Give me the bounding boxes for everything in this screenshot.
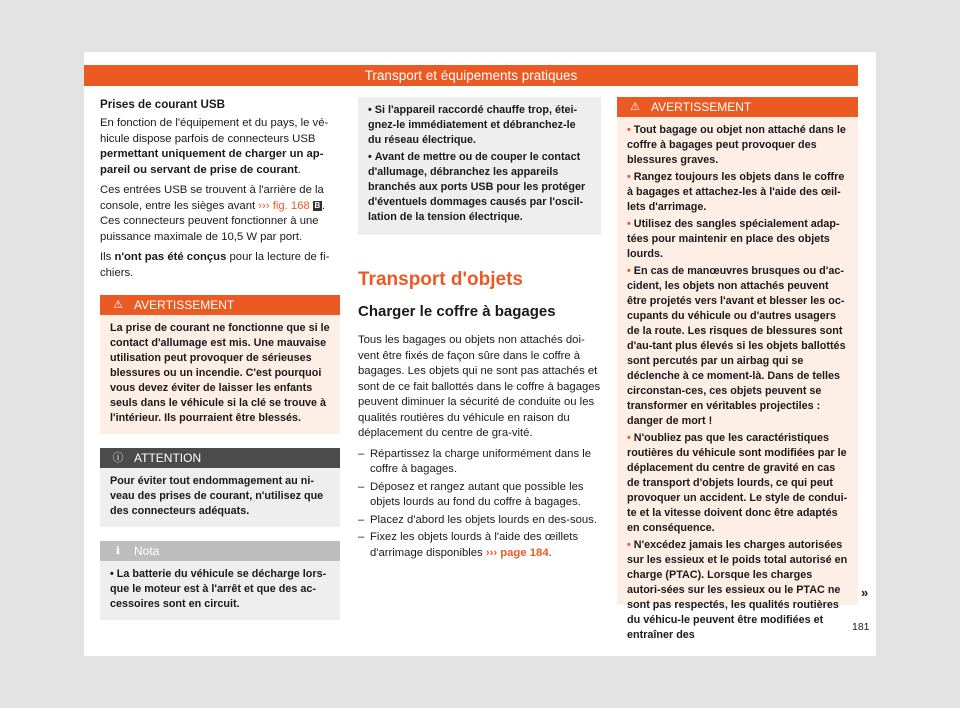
section-subhead: Prises de courant USB — [100, 98, 225, 111]
attention-text: Pour éviter tout endommagement au ni-veau des prises de courant, n'utilisez que des connecteurs adéquats. — [110, 475, 324, 517]
bullet-icon: • — [627, 218, 631, 230]
paragraph-usb-location: Ces entrées USB se trouvent à l'arrière de la console, entre les sièges avant ››› fig. 168 B . Ces connecteurs peuvent fonctionner à une puissance maximale de 10,5 W par port. — [100, 184, 326, 243]
list-item: – Placez d'abord les objets lourds en des-sous. — [358, 513, 597, 526]
bullet-icon: • — [627, 265, 631, 277]
warning-text: La prise de courant ne fonctionne que si le contact d'allumage est mis. Une mauvaise utilisation peut provoquer de sérieuses blessures ou un incendie. C'est pourquoi vous devez éviter de laisser les enfants seuls dans le véhicule si la clé se trouve à l'intérieur. Ils pourraient être blessés. — [110, 322, 330, 424]
list-item: – Fixez les objets lourds à l'aide des œillets d'arrimage disponibles ››› page 184. — [358, 531, 579, 559]
attention-circle-icon: ⓘ — [112, 452, 124, 464]
list-item: • Tout bagage ou objet non attaché dans le coffre à bagages peut provoquer des blessures graves. — [627, 124, 846, 166]
list-item: • Utilisez des sangles spécialement adap-tées pour maintenir en place des objets lourds. — [627, 218, 840, 260]
bullet-icon: • — [627, 171, 631, 183]
warning-triangle-icon: ⚠ — [113, 299, 123, 311]
page-link[interactable]: ››› page 184 — [485, 546, 549, 559]
warning-continuation-box — [358, 97, 601, 235]
paragraph-usb-files: Ils n'ont pas été conçus pour la lecture de fi-chiers. — [100, 251, 330, 279]
list-item: • En cas de manœuvres brusques ou d'ac-cident, les objets non attachés peuvent être projetés vers l'avant et blesser les oc-cupants du véhicule ou d'autres usagers de la route. Les risques de blessures sont d'au-tant plus élevés si les objets ballottés sont percutés par un airbag qui se déclenche à ce moment-là. Dans de telles circonstan-ces, ces objets peuvent se transformer en véritables projectiles : danger de mort ! — [627, 265, 846, 427]
column-2 — [358, 97, 601, 561]
column-1 — [100, 97, 340, 620]
nota-box — [100, 541, 340, 620]
nota-header: ℹ Nota — [100, 541, 340, 561]
bullet-icon: • — [627, 432, 631, 444]
paragraph-usb-intro: En fonction de l'équipement et du pays, le vé-hicule dispose parfois de connecteurs USB permettant uniquement de charger un ap-pareil ou servant de prise de courant. — [100, 117, 329, 176]
bullet-icon: • — [368, 151, 372, 163]
paragraph-intro: Tous les bagages ou objets non attachés doi-vent être fixés de façon sûre dans le coffre à bagages. Les objets qui ne sont pas attachés et sont de ce fait ballottés dans le coffre à bagages peuvent diminuer la sécurité de conduite ou les qualités routières du véhicule en raison du déplacement du centre de gra-vité. — [358, 334, 601, 439]
list-item: • Rangez toujours les objets dans le coffre à bagages et attachez-les à l'aide des œil-lets d'arrimage. — [627, 171, 845, 213]
section-heading: Transport d'objets — [358, 269, 523, 290]
list-item: – Déposez et rangez autant que possible les objets lourds au fond du coffre à bagages. — [358, 480, 584, 508]
list-item: • Si l'appareil raccordé chauffe trop, étei-gnez-le immédiatement et débranchez-le du réseau électrique. — [368, 104, 578, 146]
figure-arrow: ››› — [258, 199, 270, 212]
warning-header: ⚠ AVERTISSEMENT — [100, 295, 340, 315]
chapter-header: Transport et équipements pratiques — [84, 65, 858, 86]
section-subheading: Charger le coffre à bagages — [358, 303, 556, 320]
page-number: 181 — [852, 621, 870, 633]
nota-text: • La batterie du véhicule se décharge lors-que le moteur est à l'arrêt et que des ac-cessoires sont en circuit. — [110, 568, 327, 610]
list-item: • N'oubliez pas que les caractéristiques routières du véhicule sont modifiées par le déplacement du centre de gravité en cas de transport d'objets lourds, ce qui peut provoquer un accident. Le style de condui-te et la vitesse doivent donc être adaptés en conséquence. — [627, 432, 848, 534]
warning-list — [617, 117, 858, 653]
list-item: – Répartissez la charge uniformément dans le coffre à bagages. — [358, 447, 592, 475]
bullet-icon: • — [368, 104, 372, 116]
column-3 — [617, 97, 858, 641]
figure-link[interactable]: fig. 168 — [269, 199, 313, 212]
bullet-icon: • — [110, 568, 114, 580]
bullet-icon: • — [627, 124, 631, 136]
attention-box — [100, 448, 340, 527]
warning-header: ⚠ AVERTISSEMENT — [617, 97, 858, 117]
attention-header: ⓘ ATTENTION — [100, 448, 340, 468]
figure-badge: B — [314, 200, 321, 210]
list-item: • N'excédez jamais les charges autorisées sur les essieux et le poids total autorisé en charge (PTAC). Lorsque les charges autori-sées sur les essieux ou le PTAC ne sont pas respectés, les qualités routières du véhicu-le peuvent être modifiées et entraîner des — [627, 539, 848, 641]
warning-box-usb — [100, 295, 340, 434]
info-icon: ℹ — [115, 545, 121, 557]
warning-box-cargo — [617, 97, 858, 641]
bullet-icon: • — [627, 539, 631, 551]
continue-mark: » — [861, 585, 869, 600]
list-item: • Avant de mettre ou de couper le contact d'allumage, débranchez les appareils branchés aux ports USB pour les protéger d'éventuels dommages causés par l'oscil-lation de la tension électrique. — [368, 151, 586, 223]
warning-triangle-icon: ⚠ — [630, 101, 640, 113]
